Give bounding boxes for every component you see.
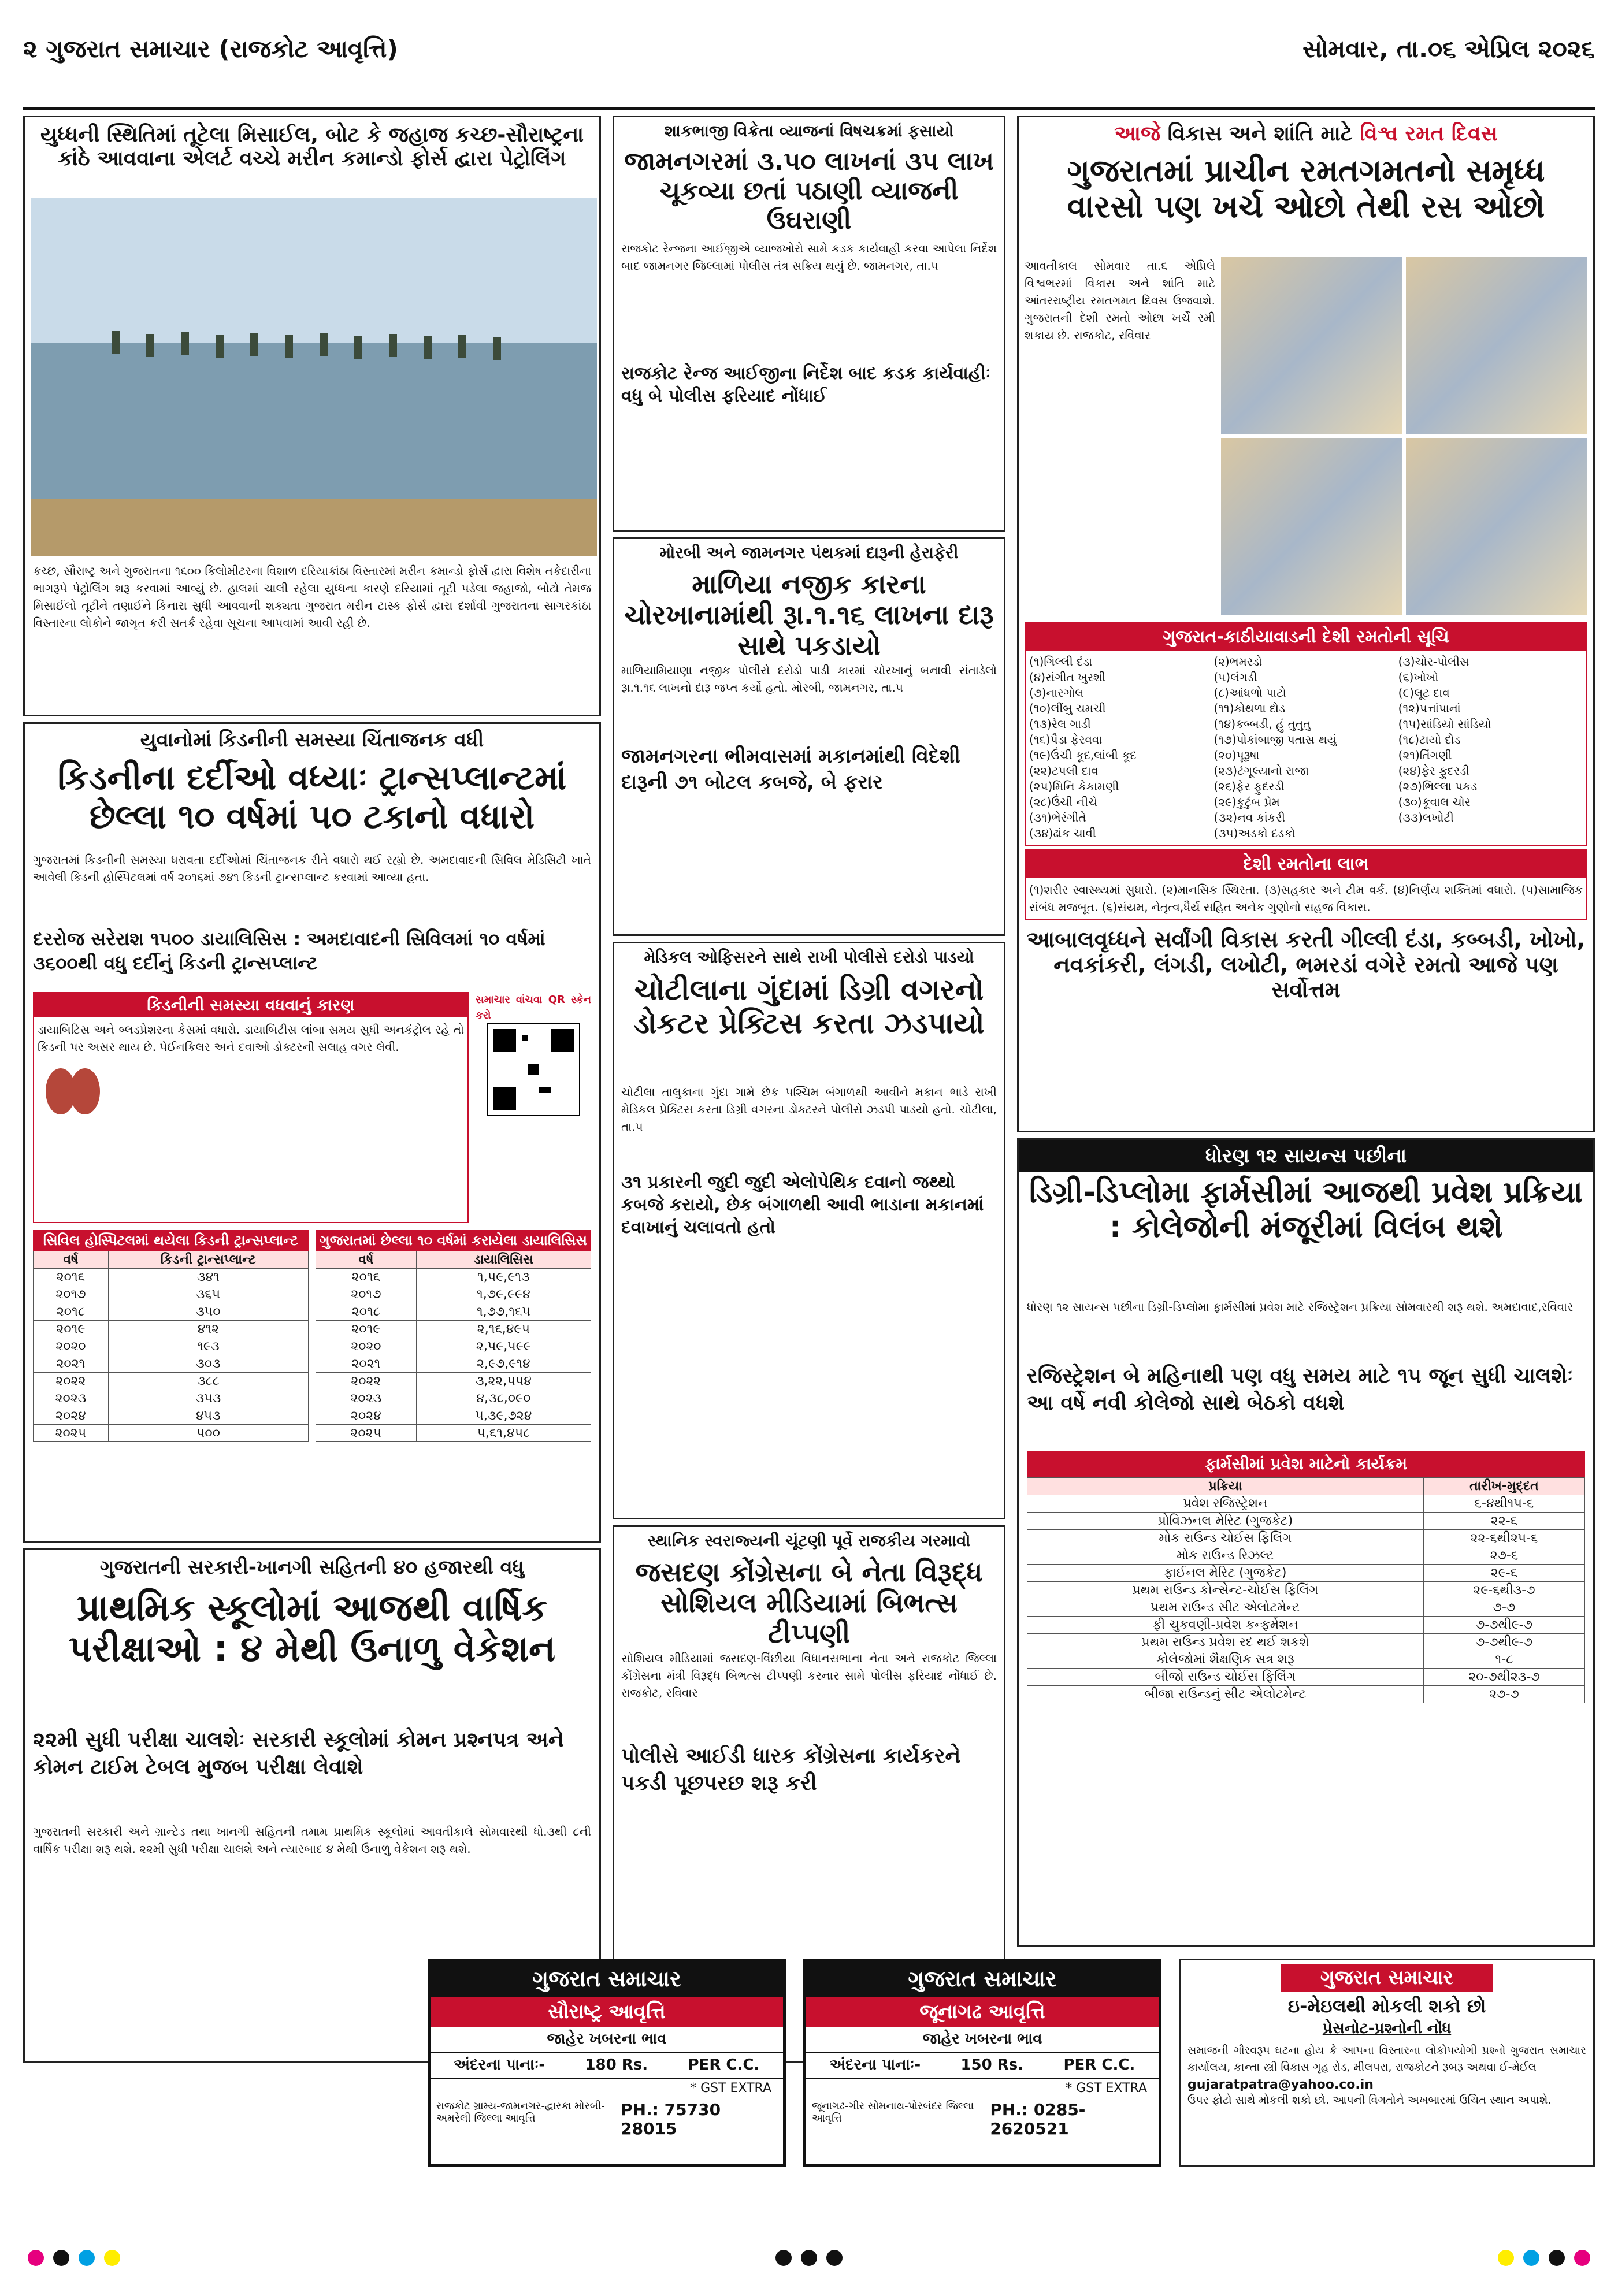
story-body: માળિયામિયાણા નજીક પોલીસે દરોડો પાડી કારમાં ચોરખાનું બનાવી સંતાડેલો રૂા.૧.૧૬ લાખનો દારૂ જપ્ત કર્યો હતો. મોરબી, જામનગર, તા.૫ — [621, 663, 997, 695]
registration-marks — [23, 2242, 1595, 2276]
ad-sub: જાહેર ખબરના ભાવ — [922, 2030, 1042, 2048]
color-dots-left — [23, 2250, 125, 2268]
list-item: (૨૨)ટપલી દાવ — [1029, 764, 1099, 778]
table-cell: ૨૦૧૯ — [34, 1321, 109, 1338]
list-item: (૩૨)નવ કાંકરી — [1214, 811, 1285, 824]
list-item: (૩૫)અડકો દડકો — [1214, 826, 1296, 840]
table-row — [1027, 1599, 1585, 1617]
ad-unit: PER C.C. — [688, 2056, 760, 2074]
table-cell: ૩૬૫ — [108, 1286, 308, 1303]
ad-region: રાજકોટ ગ્રામ્ય-જામનગર-દ્વારકા મોરબી-અમરેલી જિલ્લા આવૃત્તિ — [436, 2100, 605, 2124]
table-cell: ૭-૭થી૯-૭ — [1423, 1617, 1584, 1634]
subhead: જામનગરના ભીમવાસમાં મકાનમાંથી વિદેશી દારૂની ૭૧ બોટલ કબજે, બે ફરાર — [621, 745, 960, 794]
table-cell: ૩૫૩ — [108, 1390, 308, 1407]
table-cell: ૨૦૧૭ — [316, 1286, 417, 1303]
kicker-pre: આજે — [1114, 122, 1161, 146]
col-header: કિડની ટ્રાન્સપ્લાન્ટ — [108, 1251, 308, 1269]
table-cell: ૪૫૩ — [108, 1407, 308, 1425]
table-row — [34, 1355, 309, 1373]
table-row — [1027, 1686, 1585, 1703]
masthead-date: સોમવાર, તા.૦૬ એપ્રિલ ૨૦૨૬ — [1302, 35, 1595, 63]
table-cell: બીજા રાઉન્ડનું સીટ એલોટમેન્ટ — [1027, 1686, 1424, 1703]
table-row — [1027, 1530, 1585, 1547]
table-row — [316, 1355, 591, 1373]
notice-email — [1179, 1959, 1595, 2167]
list-item: (૨)ભમરડો — [1214, 655, 1263, 668]
benefits-box — [1025, 849, 1587, 920]
table-cell: ૩૫૦ — [108, 1303, 308, 1321]
color-dots-center — [771, 2250, 847, 2268]
list-item: (૭)નારગોલ — [1029, 686, 1084, 700]
list-item: (૨૩)ટંગૂલ્યાનો રાજા — [1214, 764, 1309, 778]
pharmacy-schedule-table — [1027, 1477, 1585, 1703]
dialysis-data-table — [316, 1251, 591, 1442]
table-cell: પ્રોવિઝનલ મેરિટ (ગુજકેટ) — [1027, 1513, 1424, 1530]
table-cell: ૨૦૧૮ — [316, 1303, 417, 1321]
notice-title: ઇ-મેઇલથી મોકલી શકો છો — [1287, 1995, 1486, 2017]
table-cell: ૨૦૨૨ — [316, 1373, 417, 1390]
table-row — [34, 1321, 309, 1338]
list-item: (૩૦)કૂવાલ ચોર — [1398, 795, 1471, 809]
table-cell: ૨૦૧૬ — [316, 1269, 417, 1286]
table-row — [1027, 1651, 1585, 1669]
table-cell: ૨૦૨૪ — [316, 1407, 417, 1425]
ad-edition: જૂનાગઢ આવૃત્તિ — [806, 1997, 1159, 2027]
notice-brand: ગુજરાત સમાચાર — [1281, 1964, 1493, 1992]
qr-label: સમાચાર વાંચવા QR સ્કેન કરો — [476, 994, 591, 1022]
benefit-body: (૧)શરીર સ્વાસ્થ્યમાં સુધારો. (૨)માનસિક સ્થિરતા. (૩)સહકાર અને ટીમ વર્ક. (૪)નિર્ણય શક્તિમાં વધારો. (૫)સામાજિક સંબંધ મજબૂત. (૬)સંયમ, નેતૃત્વ,ધૈર્ય સહિત અનેક ગુણોનો સહજ વિકાસ. — [1029, 883, 1583, 914]
table-cell: ૨,૧૬,૪૯૫ — [416, 1321, 591, 1338]
table-cell: ફાઈનલ મેરિટ (ગુજકેટ) — [1027, 1565, 1424, 1582]
bottom-line: આબાલવૃધ્ધને સર્વાંગી વિકાસ કરતી ગીલ્લી દંડા, કબ્બડી, ખોખો, નવકાંકરી, લંગડી, લખોટી, ભમરડાં વગેરે રમતો આજે પણ સર્વોત્તમ — [1026, 927, 1586, 1003]
list-item: (૨૦)પૂરૂષા — [1214, 748, 1260, 762]
col-header: વર્ષ — [34, 1251, 109, 1269]
list-item: (૨૭)ભિલ્લા પકડ — [1398, 779, 1478, 793]
table-cell: પ્રથમ રાઉન્ડ સીટ એલોટમેન્ટ — [1027, 1599, 1424, 1617]
table-cell: ૧૯૩ — [108, 1338, 308, 1355]
kicker: ગુજરાતની સરકારી-ખાનગી સહિતની ૪૦ હજારથી વધુ — [99, 1556, 525, 1579]
qr-box — [476, 992, 591, 1223]
list-item: (૧૪)કબ્બડી, હું તુતુતુ — [1214, 717, 1311, 731]
list-item: (૬)ખોખો — [1398, 670, 1439, 684]
table-row — [34, 1407, 309, 1425]
headline: ચોટીલાના ગુંદામાં ડિગ્રી વગરનો ડોકટર પ્રેક્ટિસ કરતા ઝડપાયો — [633, 973, 985, 1040]
table-row — [316, 1390, 591, 1407]
story-liquor-seizure — [613, 537, 1005, 936]
kicker: મેડિકલ ઓફિસરને સાથે રાખી પોલીસે દરોડો પાડયો — [644, 948, 974, 967]
notice-body: સમાજની ગૌરવરૂપ ઘટના હોય કે આપના વિસ્તારના લોકોપયોગી પ્રશ્નો ગુજરાત સમાચાર કાર્યાલય, કાન્તા સ્ત્રી વિકાસ ગૃહ રોડ, મીલપરા, રાજકોટને રૂબરૂ અથવા ઈ-મેઈલ — [1187, 2044, 1586, 2074]
kidney-reason-box — [33, 992, 469, 1223]
col-header: વર્ષ — [316, 1251, 417, 1269]
ad-rate: 180 Rs. — [585, 2056, 648, 2074]
table-cell: ૩૪૧ — [108, 1269, 308, 1286]
list-item: (૧)ગિલ્લી દંડા — [1029, 655, 1093, 668]
table-cell: ૨૦૨૩ — [316, 1390, 417, 1407]
list-item: (૩૩)લખોટી — [1398, 811, 1454, 824]
list-item: (૫)લંગડી — [1214, 670, 1257, 684]
list-item: (૨૧)તિંગણી — [1398, 748, 1452, 762]
ad-gst: * GST EXTRA — [1066, 2081, 1147, 2096]
table-cell: ૨૭-૬ — [1423, 1547, 1584, 1565]
table-row — [316, 1338, 591, 1355]
list-item: (૧૩)રેલ ગાડી — [1029, 717, 1091, 731]
photo-kids-1 — [1221, 257, 1402, 434]
table-cell: ૧,૭૭,૧૬૫ — [416, 1303, 591, 1321]
kicker-post: વિશ્વ રમત દિવસ — [1360, 122, 1498, 146]
table-cell: મોક રાઉન્ડ રિઝલ્ટ — [1027, 1547, 1424, 1565]
ad-brand: ગુજરાત સમાચાર — [431, 1961, 783, 1997]
table-row — [1027, 1582, 1585, 1599]
story-kidney-transplant — [23, 722, 601, 1543]
photo-kids-2 — [1406, 257, 1587, 434]
story-body: ધોરણ ૧૨ સાયન્સ પછીના ડિગ્રી-ડિપ્લોમા ફાર્મસીમાં પ્રવેશ માટે રજિસ્ટ્રેશન પ્રક્રિયા સોમવારથી શરૂ થશે. અમદાવાદ,રવિવાર — [1027, 1300, 1574, 1314]
masthead-left: ૨ ગુજરાત સમાચાર (રાજકોટ આવૃત્તિ) — [23, 35, 398, 63]
headline: જામનગરમાં ૩.૫૦ લાખનાં ૩૫ લાખ ચૂકવ્યા છતાં પઠાણી વ્યાજની ઉઘરાણી — [624, 147, 994, 235]
table-cell: પ્રથમ રાઉન્ડ કોન્સેન્ટ-ચોઈસ ફિલિંગ — [1027, 1582, 1424, 1599]
table-cell: ૬-૪થી૧૫-૬ — [1423, 1495, 1584, 1513]
list-item: (૧૧)કોથળા દોડ — [1214, 701, 1286, 715]
headline: ડિગ્રી-ડિપ્લોમા ફાર્મસીમાં આજથી પ્રવેશ પ્રક્રિયા : કોલેજોની મંજૂરીમાં વિલંબ થશે — [1029, 1175, 1583, 1244]
story-body: આવતીકાલ સોમવાર તા.૬ એપ્રિલે વિશ્વભરમાં વિકાસ અને શાંતિ માટે આંતરરાષ્ટ્રીય રમતગમત દિવસ ઉજવાશે. ગુજરાતની દેશી રમતો ઓછા ખર્ચે રમી શકાય છે. રાજકોટ, રવિવાર — [1025, 259, 1215, 342]
list-item: (૯)લૂટ દાવ — [1398, 686, 1450, 700]
list-item: (૧૬)પૈડા ફેરવવા — [1029, 733, 1103, 746]
table-row — [1027, 1513, 1585, 1530]
ad-junagadh — [803, 1959, 1161, 2167]
table-row — [34, 1390, 309, 1407]
table-row — [34, 1303, 309, 1321]
box-title: કિડનીની સમસ્યા વધવાનું કારણ — [34, 993, 467, 1017]
photo-kids-4 — [1406, 438, 1587, 615]
photo-illustration — [31, 198, 597, 556]
story-pharmacy-admission — [1017, 1138, 1595, 1947]
table-row — [1027, 1634, 1585, 1651]
table-cell: ૫,૬૧,૪૫૮ — [416, 1425, 591, 1442]
table-row — [316, 1321, 591, 1338]
table-cell: ૨૦૨૫ — [316, 1425, 417, 1442]
table-row — [316, 1407, 591, 1425]
ad-unit: PER C.C. — [1063, 2056, 1135, 2074]
ad-region: જૂનાગઢ-ગીર સોમનાથ-પોરબંદર જિલ્લા આવૃત્તિ — [812, 2100, 974, 2124]
headline: માળિયા નજીક કારના ચોરખાનામાંથી રૂા.૧.૧૬ લાખના દારૂ સાથે પકડાયો — [624, 569, 994, 662]
transplant-data-table — [33, 1251, 309, 1442]
transplant-table — [33, 1230, 309, 1442]
story-fake-doctor — [613, 942, 1005, 1519]
ad-phone: PH.: 75730 28015 — [621, 2100, 721, 2138]
list-item: (૩)ચોર-પોલીસ — [1398, 655, 1469, 668]
table-row — [34, 1269, 309, 1286]
photo-marine-commandos — [31, 198, 593, 556]
table-row — [316, 1373, 591, 1390]
list-item: (૨૯)કુટુંબ પ્રેમ — [1214, 795, 1280, 809]
table-cell: ૫૦૦ — [108, 1425, 308, 1442]
table-cell: ૨૦૨૧ — [316, 1355, 417, 1373]
story-body: કચ્છ, સૌરાષ્ટ્ર અને ગુજરાતના ૧૬૦૦ કિલોમીટરના વિશાળ દરિયાકાંઠા વિસ્તારમાં મરીન કમાન્ડો ફોર્સ દ્વારા વિશેષ તકેદારીના ભાગરૂપે પેટ્રોલિંગ શરૂ કરવામાં આવ્યું છે. હાલમાં ચાલી રહેલા યુધ્ધના કારણે દરિયામાં તૂટી પડેલા જહાજો, બોટો તેમજ મિસાઈલો તૂટીને તણાઈને કિનારા સુધી આવવાની શક્યતા ગુજરાત મરીન ટાસ્ક ફોર્સ દ્વારા દર્શાવી ગુજરાતના સાગરકાંઠા વિસ્તારના લોકોને જાગૃત કરી સતર્ક રહેવા સૂચના આપવામાં આવી રહી છે. — [33, 564, 591, 630]
table-row — [34, 1425, 309, 1442]
table-row — [316, 1303, 591, 1321]
list-item: (૪)સંગીત ખુરશી — [1029, 670, 1106, 684]
table-cell: ૨,૫૯,૫૯૯ — [416, 1338, 591, 1355]
table-row — [1027, 1547, 1585, 1565]
kicker: શાકભાજી વિક્રેતા વ્યાજનાં વિષચક્રમાં ફસાયો — [664, 121, 954, 140]
table-cell: ફી ચુકવણી-પ્રવેશ કન્ફર્મેશન — [1027, 1617, 1424, 1634]
ad-edition: સૌરાષ્ટ્ર આવૃત્તિ — [431, 1997, 783, 2027]
pharmacy-schedule — [1027, 1451, 1585, 1703]
kicker: યુવાનોમાં કિડનીની સમસ્યા ચિંતાજનક વધી — [140, 729, 484, 752]
table-cell: ૨૨-૬થી૨૫-૬ — [1423, 1530, 1584, 1547]
list-item: (૧૯)ઉંચી કૂદ,લાંબી કૂદ — [1029, 748, 1137, 762]
color-dots-right — [1493, 2250, 1595, 2268]
subhead: ૩૧ પ્રકારની જુદી જુદી એલોપેથિક દવાનો જથ્થો કબજે કરાયો, છેક બંગાળથી આવી ભાડાના મકાનમાં દવાખાનું ચલાવતો હતો — [621, 1172, 984, 1238]
table-cell: ૨૦૨૫ — [34, 1425, 109, 1442]
notice-body-2: ઉપર ફોટો સાથે મોકલી શકો છો. આપની વિગતોને અખબારમાં ઉચિત સ્થાન અપાશે. — [1187, 2094, 1552, 2106]
box-body: ડાયાબિટિસ અને બ્લડપ્રેશરના કેસમાં વધારો. ડાયાબિટીસ લાંબા સમય સુધી અનકંટ્રોલ રહે તો કિડની પર અસર થાય છે. પેઈનકિલર અને દવાઓ ડોક્ટરની સલાહ વગર લેવી. — [38, 1023, 464, 1054]
table-cell: ૨૭-૭ — [1423, 1686, 1584, 1703]
table-row — [316, 1425, 591, 1442]
table-title: ગુજરાતમાં છેલ્લા ૧૦ વર્ષમાં કરાયેલા ડાયાલિસિસ — [316, 1230, 591, 1251]
kicker: સ્થાનિક સ્વરાજ્યની ચૂંટણી પૂર્વે રાજકીય ગરમાવો — [647, 1531, 971, 1550]
list-item: (૩૪)ઢાંક ચાવી — [1029, 826, 1096, 840]
table-row — [1027, 1617, 1585, 1634]
qr-code-icon[interactable] — [487, 1023, 580, 1116]
table-cell: ૨૨-૬ — [1423, 1513, 1584, 1530]
ad-rate-label: અંદરના પાનાઃ- — [454, 2056, 545, 2074]
masthead — [23, 23, 1595, 110]
table-cell: ૨૦૨૪ — [34, 1407, 109, 1425]
photo-collage — [1221, 257, 1587, 615]
col-header: ડાયાલિસિસ — [416, 1251, 591, 1269]
list-item: (૧૮)ટાયો દોડ — [1398, 733, 1461, 746]
ad-phone: PH.: 0285-2620521 — [990, 2100, 1086, 2138]
photo-kids-3 — [1221, 438, 1402, 615]
table-cell: કોલેજોમાં શૈક્ષણિક સત્ર શરૂ — [1027, 1651, 1424, 1669]
story-world-sports-day — [1017, 116, 1595, 1132]
kicker-mid: વિકાસ અને શાંતિ માટે — [1160, 122, 1360, 146]
table-cell: ૨૦૧૯ — [316, 1321, 417, 1338]
dialysis-table — [316, 1230, 591, 1442]
col-header: તારીખ-મુદ્દત — [1423, 1478, 1584, 1495]
list-item: (૩૧)ભેરંગીતે — [1029, 811, 1086, 824]
ad-gst: * GST EXTRA — [690, 2081, 771, 2096]
list-item: (૮)આંધળો પાટો — [1214, 686, 1286, 700]
table-cell: ૪૧૨ — [108, 1321, 308, 1338]
table-cell: ૨૦૧૬ — [34, 1269, 109, 1286]
story-moneylender — [613, 116, 1005, 532]
col-header: પ્રક્રિયા — [1027, 1478, 1424, 1495]
table-cell: ૭-૭થી૯-૭ — [1423, 1634, 1584, 1651]
story-body: સોશિયલ મીડિયામાં જસદણ-વિંછીયા વિધાનસભાના નેતા અને રાજકોટ જિલ્લા કોંગ્રેસના મંત્રી વિરૂદ્ધ બિભત્સ ટીપ્પણી કરનાર સામે પોલીસ ફરિયાદ નોંધાઈ છે. રાજકોટ, રવિવાર — [621, 1651, 997, 1700]
table-cell: ૨૯-૬થી૩-૭ — [1423, 1582, 1584, 1599]
table-cell: ૨૦૧૭ — [34, 1286, 109, 1303]
list-item: (૧૦)લીંબુ ચમચી — [1029, 701, 1106, 715]
table-cell: ૨,૯૭,૯૧૪ — [416, 1355, 591, 1373]
table-row — [1027, 1565, 1585, 1582]
table-row — [1027, 1495, 1585, 1513]
table-cell: ૨૦૨૧ — [34, 1355, 109, 1373]
table-cell: ૧,૫૯,૯૧૩ — [416, 1269, 591, 1286]
subhead: દરરોજ સરેરાશ ૧૫૦૦ ડાયાલિસિસ : અમદાવાદની સિવિલમાં ૧૦ વર્ષમાં ૩૬૦૦થી વધુ દર્દીનું કિડની ટ્રાન્સપ્લાન્ટ — [33, 928, 545, 974]
kicker — [1019, 117, 1593, 151]
table-cell: બીજો રાઉન્ડ ચોઈસ ફિલિંગ — [1027, 1669, 1424, 1686]
headline: યુધ્ધની સ્થિતિમાં તૂટેલા મિસાઈલ, બોટ કે જહાજ કચ્છ-સૌરાષ્ટ્રના કાંઠે આવવાના એલર્ટ વચ્ચે મરીન કમાન્ડો ફોર્સ દ્વારા પેટ્રોલિંગ — [40, 123, 584, 171]
table-cell: ૫,૩૯,૭૨૪ — [416, 1407, 591, 1425]
table-row — [316, 1286, 591, 1303]
games-list-box — [1025, 622, 1587, 846]
story-body: ગુજરાતની સરકારી અને ગ્રાન્ટેડ તથા ખાનગી સહિતની તમામ પ્રાથમિક સ્કૂલોમાં આવતીકાલે સોમવારથી ધો.૩થી ૮ની વાર્ષિક પરીક્ષા શરૂ થશે. ૨૨મી સુધી પરીક્ષા ચાલશે અને ત્યારબાદ ૪ મેથી ઉનાળુ વેકેશન શરૂ થશે. — [33, 1825, 591, 1856]
list-item: (૨૮)ઉંચી નીચે — [1029, 795, 1098, 809]
table-cell: ૨૦૨૦ — [316, 1338, 417, 1355]
table-cell: ૪,૩૮,૦૯૦ — [416, 1390, 591, 1407]
table-cell: ૧,૭૯,૯૯૪ — [416, 1286, 591, 1303]
table-cell: ૨૦૧૮ — [34, 1303, 109, 1321]
headline: ગુજરાતમાં પ્રાચીન રમતગમતનો સમૃધ્ધ વારસો પણ ખર્ચ ઓછો તેથી રસ ઓછો — [1067, 153, 1545, 225]
ad-sub: જાહેર ખબરના ભાવ — [547, 2030, 667, 2048]
list-item: (૧૭)પોકાંબાજી પતાસ થયું — [1214, 733, 1337, 746]
table-row — [34, 1286, 309, 1303]
table-cell: ૩,૨૨,૫૫૪ — [416, 1373, 591, 1390]
table-cell: ૨૦૨૨ — [34, 1373, 109, 1390]
table-cell: પ્રથમ રાઉન્ડ પ્રવેશ રદ થઈ શકશે — [1027, 1634, 1424, 1651]
story-body: રાજકોટ રેન્જના આઈજીએ વ્યાજખોરો સામે કડક કાર્યવાહી કરવા આપેલા નિર્દેશ બાદ જામનગર જિલ્લામાં પોલીસ તંત્ર સક્રિય થયું છે. જામનગર, તા.૫ — [621, 242, 997, 273]
kicker: ધોરણ ૧૨ સાયન્સ પછીના — [1019, 1140, 1593, 1172]
table-cell: ૩૮૮ — [108, 1373, 308, 1390]
table-row — [316, 1269, 591, 1286]
table-cell: ૨૦૨૦ — [34, 1338, 109, 1355]
table-row — [1027, 1669, 1585, 1686]
notice-email[interactable]: gujaratpatra@yahoo.co.in — [1187, 2078, 1374, 2092]
subhead: ૨૨મી સુધી પરીક્ષા ચાલશેઃ સરકારી સ્કૂલોમાં કોમન પ્રશ્નપત્ર અને કોમન ટાઈમ ટેબલ મુજબ પરીક્ષા લેવાશે — [33, 1728, 564, 1779]
list-item: (૧૫)સાંડિયો સાંડિયો — [1398, 717, 1491, 731]
benefit-title: દેશી રમતોના લાભ — [1026, 850, 1586, 878]
kidney-icon — [38, 1062, 107, 1120]
table-row — [34, 1373, 309, 1390]
headline: કિડનીના દર્દીઓ વધ્યાઃ ટ્રાન્સપ્લાન્ટમાં છેલ્લા ૧૦ વર્ષમાં ૫૦ ટકાનો વધારો — [57, 758, 567, 836]
table-cell: ૩૦૩ — [108, 1355, 308, 1373]
table-cell: મોક રાઉન્ડ ચોઈસ ફિલિંગ — [1027, 1530, 1424, 1547]
headline: જસદણ કોંગ્રેસના બે નેતા વિરૂદ્ધ સોશિયલ મીડિયામાં બિભત્સ ટીપ્પણી — [635, 1556, 983, 1649]
table-cell: પ્રવેશ રજિસ્ટ્રેશન — [1027, 1495, 1424, 1513]
headline: પ્રાથમિક સ્કૂલોમાં આજથી વાર્ષિક પરીક્ષાઓ : ૪ મેથી ઉનાળુ વેકેશન — [68, 1587, 556, 1670]
subhead: પોલીસે આઈડી ધારક કોંગ્રેસના કાર્યકરને પકડી પૂછપરછ શરૂ કરી — [621, 1744, 961, 1796]
subhead: રાજકોટ રેન્જ આઈજીના નિર્દેશ બાદ કડક કાર્યવાહીઃ વધુ બે પોલીસ ફરિયાદ નોંધાઈ — [621, 363, 991, 407]
ad-saurashtra — [428, 1959, 786, 2167]
ad-rate: 150 Rs. — [960, 2056, 1024, 2074]
subhead: રજિસ્ટ્રેશન બે મહિનાથી પણ વધુ સમય માટે ૧૫ જૂન સુધી ચાલશેઃ આ વર્ષે નવી કોલેજો સાથે બેઠકો વધશે — [1027, 1364, 1574, 1415]
story-marine-patrol — [23, 116, 601, 716]
games-list — [1026, 651, 1586, 845]
table-cell: ૨૦૨૩ — [34, 1390, 109, 1407]
notice-subtitle: પ્રેસનોટ-પ્રશ્નોની નોંધ — [1322, 2020, 1452, 2037]
table-cell: ૨૦-૭થી૨૩-૭ — [1423, 1669, 1584, 1686]
story-body: ચોટીલા તાલુકાના ગુંદા ગામે છેક પશ્ચિમ બંગાળથી આવીને મકાન ભાડે રાખી મેડિકલ પ્રેક્ટિસ કરતા ડિગ્રી વગરના ડોક્ટરને પોલીસે ઝડપી પાડયો હતો. ચોટીલા, તા.૫ — [621, 1085, 997, 1134]
table-cell: ૧-૮ — [1423, 1651, 1584, 1669]
list-item: (૨૪)ફેર ફુદરડી — [1398, 764, 1469, 778]
list-title: ગુજરાત-કાઠીયાવાડની દેશી રમતોની સૂચિ — [1026, 623, 1586, 651]
table-cell: ૨૯-૬ — [1423, 1565, 1584, 1582]
table-cell: ૭-૭ — [1423, 1599, 1584, 1617]
ad-rate-label: અંદરના પાનાઃ- — [829, 2056, 921, 2074]
story-body: ગુજરાતમાં કિડનીની સમસ્યા ધરાવતા દર્દીઓમાં ચિંતાજનક રીતે વધારો થઈ રહ્યો છે. અમદાવાદની સિવિલ મેડિસિટી ખાતે આવેલી કિડની હોસ્પિટલમાં વર્ષ ૨૦૧૬માં ૭૪૧ કિડની ટ્રાન્સપ્લાન્ટ કરવામાં આવ્યા હતા. — [33, 853, 591, 885]
list-item: (૨૬)ફેર ફુદરડી — [1214, 779, 1285, 793]
table-title: ફાર્મસીમાં પ્રવેશ માટેનો કાર્યક્રમ — [1027, 1451, 1585, 1477]
table-title: સિવિલ હોસ્પિટલમાં થયેલા કિડની ટ્રાન્સપ્લાન્ટ — [33, 1230, 309, 1251]
list-item: (૨૫)મિનિ કેકામણી — [1029, 779, 1119, 793]
ad-brand: ગુજરાત સમાચાર — [806, 1961, 1159, 1997]
list-item: (૧૨)પત્તાંપાનાં — [1398, 701, 1461, 715]
table-row — [34, 1338, 309, 1355]
kicker: મોરબી અને જામનગર પંથકમાં દારૂની હેરાફેરી — [659, 543, 959, 562]
